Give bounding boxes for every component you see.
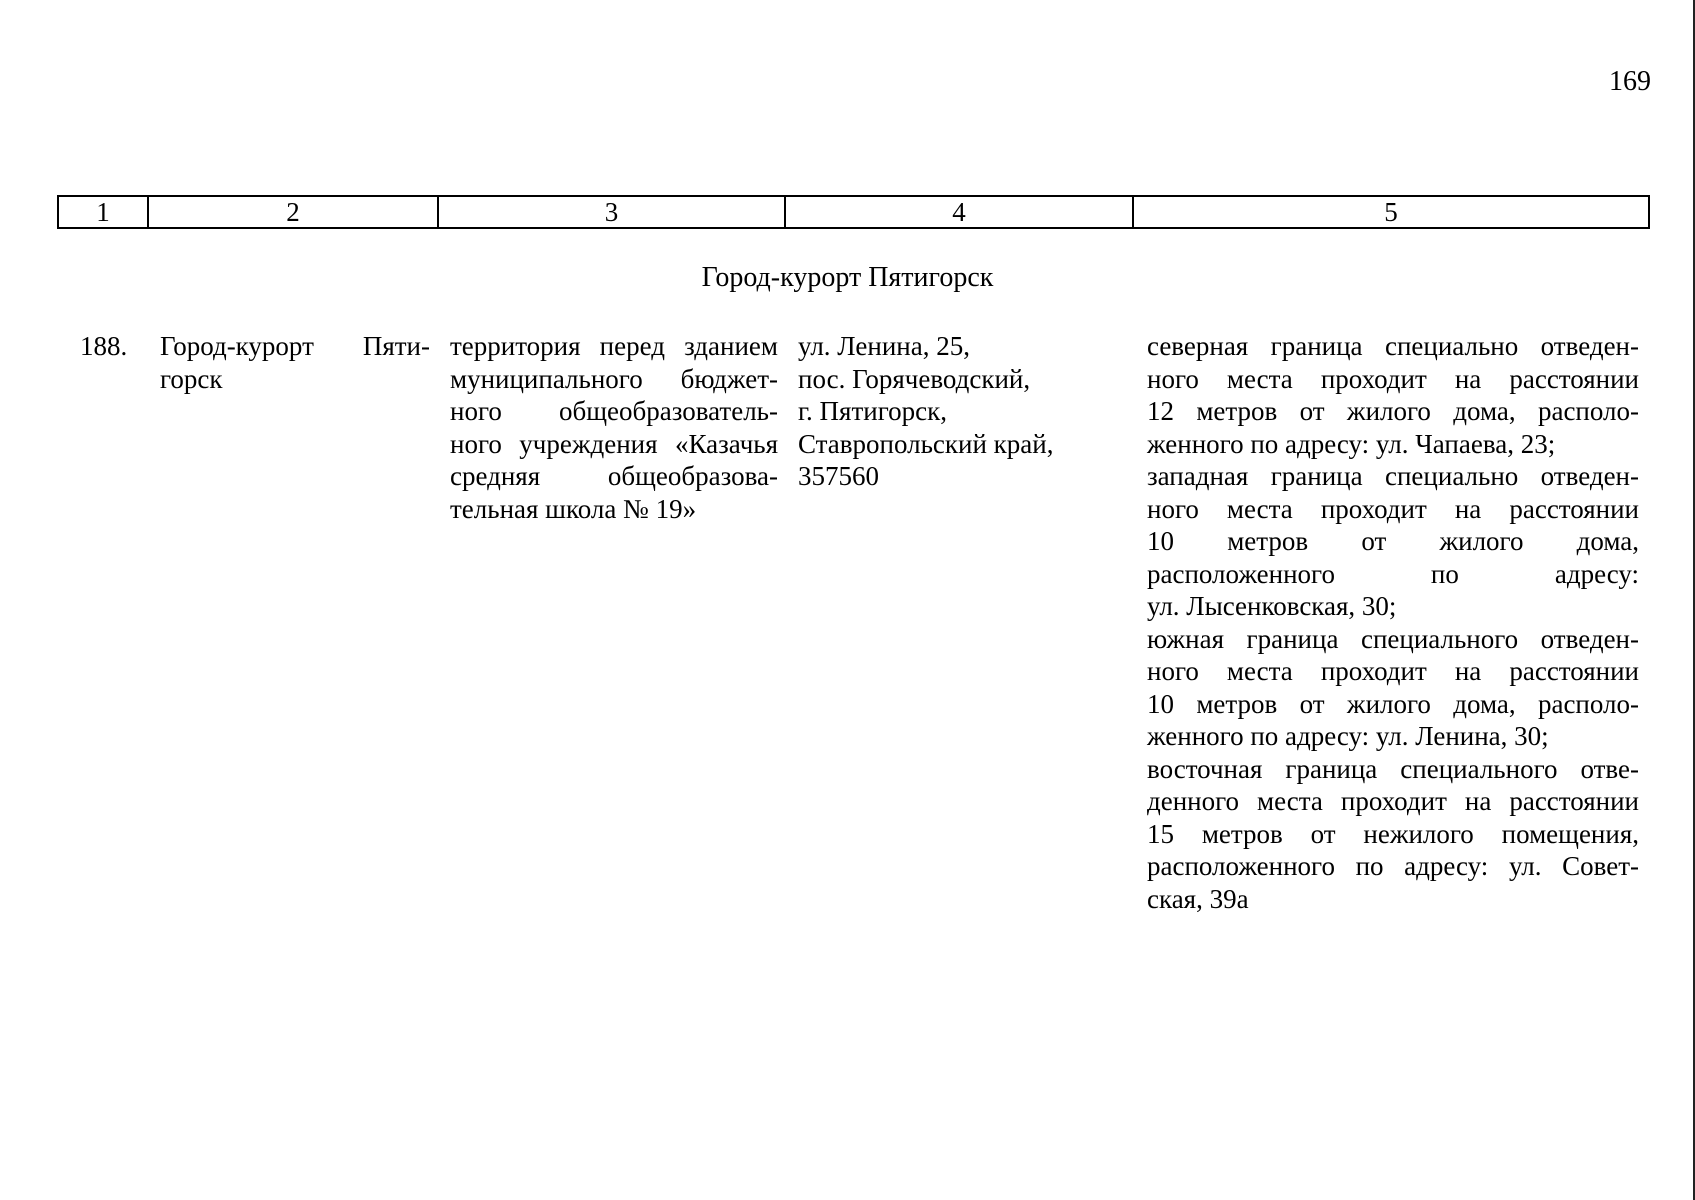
territory-line: ного учреждения «Казачья (450, 428, 778, 459)
boundary-line: южная граница специального отведен- (1147, 623, 1639, 654)
territory-line: тельная школа № 19» (450, 493, 697, 524)
territory-cell (450, 330, 778, 525)
boundary-line: расположенного по адресу: ул. Совет- (1147, 851, 1639, 881)
boundary-line: ного места проходит на расстоянии (1147, 493, 1639, 524)
address-line: Ставропольский край, (798, 428, 1054, 459)
header-col-3: 3 (438, 196, 785, 228)
boundary-description-cell (1147, 330, 1639, 915)
address-line: г. Пятигорск, (798, 396, 947, 426)
boundary-line: восточная граница специального отве- (1147, 753, 1639, 784)
header-col-5: 5 (1133, 196, 1649, 228)
address-line: 357560 (798, 461, 879, 491)
header-col-4: 4 (785, 196, 1133, 228)
municipality-line: Город-курорт Пяти- (160, 331, 430, 361)
territory-line: территория перед зданием (450, 331, 778, 361)
boundary-line: 10 метров от жилого дома, располо- (1147, 688, 1639, 719)
address-cell (798, 330, 1098, 493)
boundary-line: денного места проходит на расстоянии (1147, 786, 1639, 816)
boundary-line: северная граница специально отведен- (1147, 331, 1639, 361)
boundary-line: расположенного по адресу: (1147, 558, 1639, 589)
territory-line: ного общеобразователь- (450, 396, 778, 426)
boundary-line: западная граница специально отведен- (1147, 461, 1639, 491)
address-line: ул. Ленина, 25, (798, 331, 970, 361)
boundary-line: ного места проходит на расстоянии (1147, 363, 1639, 394)
section-title: Город-курорт Пятигорск (701, 262, 994, 293)
entry-number: 188. (80, 331, 128, 361)
boundary-line: 10 метров от жилого дома, (1147, 526, 1639, 556)
boundary-line: ного места проходит на расстоянии (1147, 656, 1639, 686)
boundary-line: 15 метров от нежилого помещения, (1147, 818, 1639, 849)
header-row (58, 196, 1649, 228)
territory-line: средняя общеобразова- (450, 461, 778, 491)
page-number: 169 (1609, 66, 1651, 97)
territory-line: муниципального бюджет- (450, 363, 778, 394)
boundary-line: ул. Лысенковская, 30; (1147, 591, 1397, 621)
boundary-line: 12 метров от жилого дома, располо- (1147, 396, 1639, 426)
boundary-line: женного по адресу: ул. Чапаева, 23; (1147, 428, 1556, 459)
municipality-cell (160, 330, 430, 395)
boundary-line: ская, 39а (1147, 883, 1249, 914)
boundary-line: женного по адресу: ул. Ленина, 30; (1147, 721, 1549, 751)
header-col-1: 1 (58, 196, 148, 228)
municipality-line: горск (160, 363, 223, 394)
column-number-header (57, 195, 1650, 229)
address-line: пос. Горячеводский, (798, 363, 1031, 394)
header-col-2: 2 (148, 196, 438, 228)
